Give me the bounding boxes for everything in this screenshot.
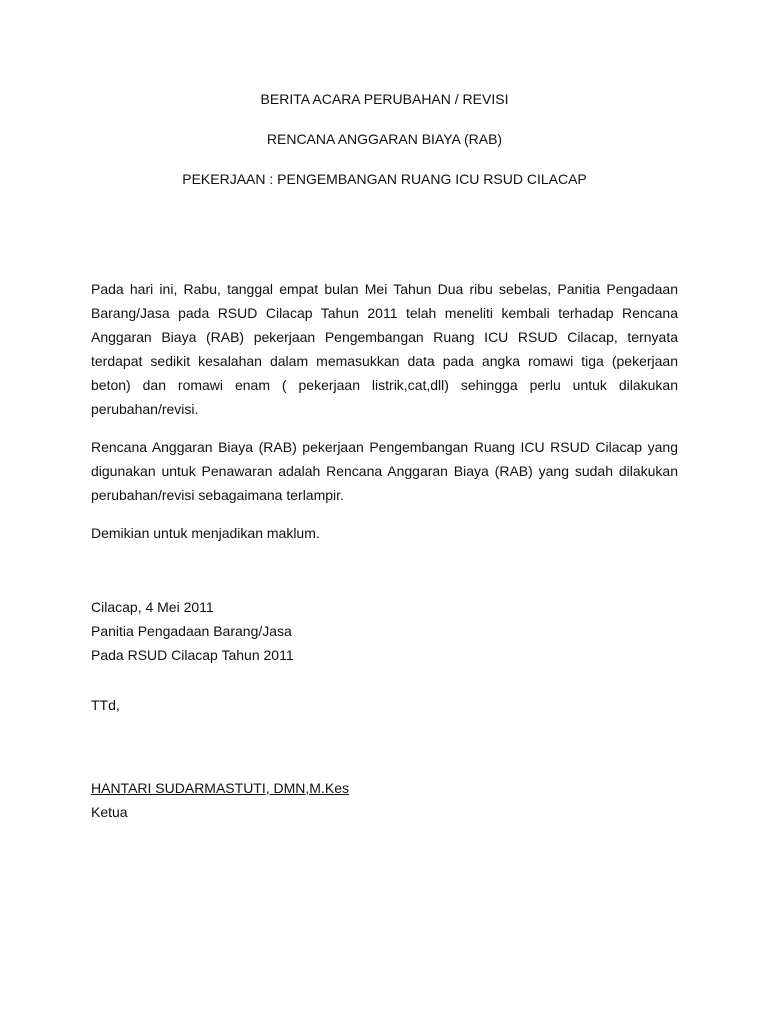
document-subtitle: RENCANA ANGGARAN BIAYA (RAB) <box>266 131 503 147</box>
project-title: PEKERJAAN : PENGEMBANGAN RUANG ICU RSUD CILACAP <box>182 171 587 187</box>
signature-block <box>91 595 678 824</box>
signatory-name: HANTARI SUDARMASTUTI, DMN,M.Kes <box>91 780 349 796</box>
body-paragraph-2: Rencana Anggaran Biaya (RAB) pekerjaan Pengembangan Ruang ICU RSUD Cilacap yang digunakan untuk Penawaran adalah Rencana Anggaran Biaya (RAB) yang sudah dilakukan perubahan/revisi sebagaimana terlampir. <box>91 439 678 503</box>
signed-marker: TTd, <box>91 697 120 713</box>
committee-name: Panitia Pengadaan Barang/Jasa <box>91 623 292 639</box>
place-date: Cilacap, 4 Mei 2011 <box>91 599 214 615</box>
body-paragraph-1: Pada hari ini, Rabu, tanggal empat bulan Mei Tahun Dua ribu sebelas, Panitia Pengadaan Barang/Jasa pada RSUD Cilacap Tahun 2011 telah meneliti kembali terhadap Rencana Anggaran Biaya (RAB) pekerjaan Pengembangan Ruang ICU RSUD Cilacap, ternyata terdapat sedikit kesalahan dalam memasukkan data pada angka romawi tiga (pekerjaan beton) dan romawi enam ( pekerjaan listrik,cat,dll) sehingga perlu untuk dilakukan perubahan/revisi. <box>91 281 678 417</box>
signatory-role: Ketua <box>91 804 128 820</box>
document-title: BERITA ACARA PERUBAHAN / REVISI <box>260 91 509 107</box>
institution-name: Pada RSUD Cilacap Tahun 2011 <box>91 647 294 663</box>
body-paragraph-3: Demikian untuk menjadikan maklum. <box>91 525 320 541</box>
